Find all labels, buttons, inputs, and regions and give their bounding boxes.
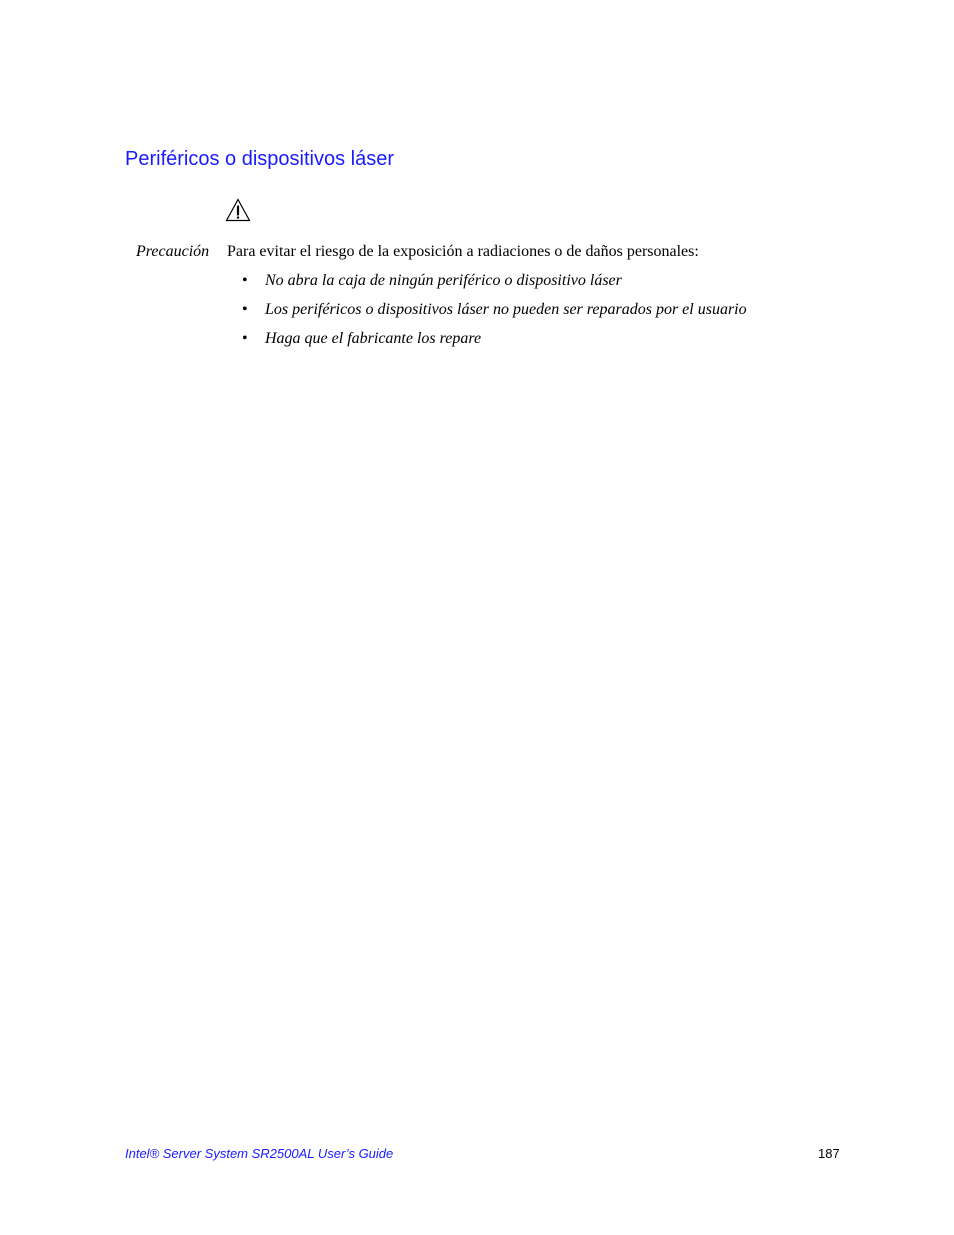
bullet-icon: • — [242, 330, 248, 347]
list-item-text: Haga que el fabricante los repare — [265, 330, 482, 347]
footer-document-title: Intel® Server System SR2500AL User’s Guide — [125, 1146, 394, 1161]
list-item-text: No abra la caja de ningún periférico o dispositivo láser — [265, 272, 622, 289]
bullet-icon: • — [242, 272, 248, 289]
list-item-text: Los periféricos o dispositivos láser no pueden ser reparados por el usuario — [265, 301, 747, 318]
warning-triangle-icon — [225, 198, 251, 222]
bullet-icon: • — [242, 301, 248, 318]
caution-label: Precaución — [136, 243, 210, 260]
page-number: 187 — [818, 1146, 840, 1161]
section-title: Periféricos o dispositivos láser — [125, 148, 394, 170]
caution-intro: Para evitar el riesgo de la exposición a radiaciones o de daños personales: — [227, 243, 699, 260]
